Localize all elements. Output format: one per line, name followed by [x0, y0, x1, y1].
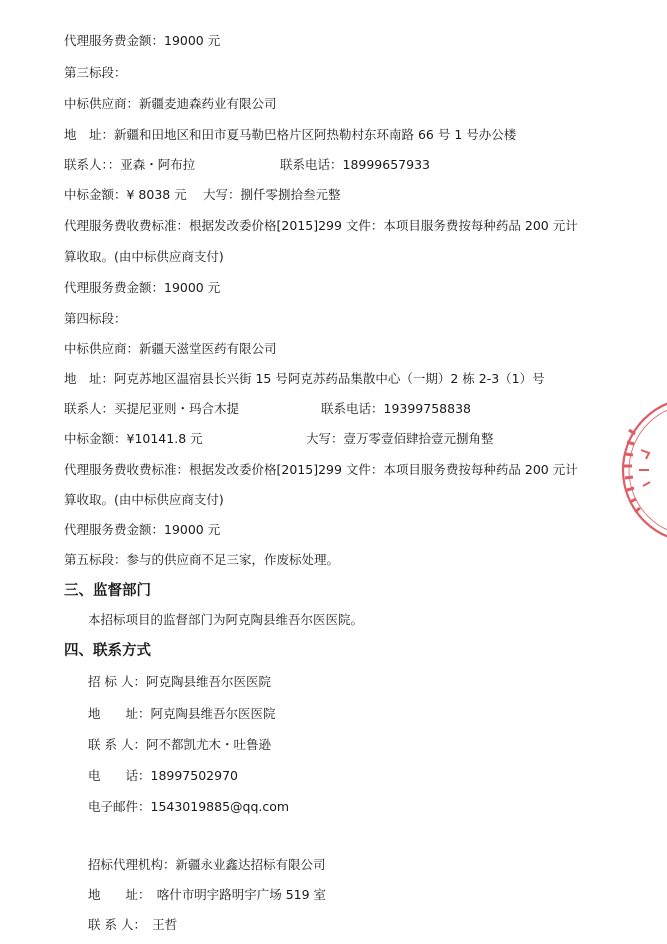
tenderer-phone: 电 话：18997502970	[88, 768, 238, 783]
lot4-contact-phone: 联系电话：19399758838	[321, 401, 471, 416]
lot4-bid-amount-upper: 大写：壹万零壹佰肆拾壹元捌角整	[306, 431, 494, 446]
lot4-contact-person: 联系人：买提尼亚则・玛合木提	[64, 401, 240, 416]
official-seal-stamp	[615, 390, 667, 560]
lot2-fee-amount: 代理服务费金额：19000 元	[64, 33, 221, 48]
lot4-title: 第四标段：	[64, 311, 127, 326]
lot4-fee-standard-line1: 代理服务费收费标准：根据发改委价格[2015]299 文件：本项目服务费按每种药品 200 元计	[64, 462, 578, 477]
agency-contact: 联 系 人： 王哲	[88, 917, 178, 932]
section4-heading: 四、联系方式	[64, 643, 151, 659]
lot4-fee-standard-line2: 算收取。(由中标供应商支付)	[64, 492, 224, 507]
lot4-supplier: 中标供应商：新疆天滋堂医药有限公司	[64, 341, 277, 356]
lot4-address: 地 址：阿克苏地区温宿县长兴街 15 号阿克苏药品集散中心（一期）2 栋 2-3（1）号	[64, 371, 545, 386]
lot5-note: 第五标段：参与的供应商不足三家，作废标处理。	[64, 552, 340, 567]
lot3-fee-standard-line2: 算收取。(由中标供应商支付)	[64, 249, 224, 264]
lot3-bid-amount-upper: 大写：捌仟零捌拾叁元整	[203, 187, 341, 202]
lot3-address: 地 址：新疆和田地区和田市夏马勒巴格片区阿热勒村东环南路 66 号 1 号办公楼	[64, 127, 517, 142]
lot3-bid-amount: 中标金额：¥ 8038 元	[64, 187, 187, 202]
lot3-fee-amount: 代理服务费金额：19000 元	[64, 280, 221, 295]
section3-heading: 三、监督部门	[64, 583, 151, 599]
lot4-bid-amount: 中标金额：¥10141.8 元	[64, 431, 203, 446]
lot3-title: 第三标段：	[64, 65, 127, 80]
tenderer-name: 招 标 人：阿克陶县维吾尔医医院	[88, 674, 271, 689]
lot3-supplier: 中标供应商：新疆麦迪森药业有限公司	[64, 96, 277, 111]
tenderer-email: 电子邮件：1543019885@qq.com	[88, 799, 290, 814]
lot3-contact-phone: 联系电话：18999657933	[280, 157, 430, 172]
section3-body: 本招标项目的监督部门为阿克陶县维吾尔医医院。	[88, 612, 364, 627]
agency-address: 地 址： 喀什市明宇路明宇广场 519 室	[88, 887, 327, 902]
lot4-fee-amount: 代理服务费金额：19000 元	[64, 522, 221, 537]
lot3-fee-standard-line1: 代理服务费收费标准：根据发改委价格[2015]299 文件：本项目服务费按每种药品 200 元计	[64, 218, 578, 233]
tenderer-contact: 联 系 人：阿不都凯尤木・吐鲁逊	[88, 737, 271, 752]
lot3-contact-person: 联系人：：亚森・阿布拉	[64, 157, 196, 172]
tenderer-address: 地 址：阿克陶县维吾尔医医院	[88, 706, 276, 721]
agency-name: 招标代理机构：新疆永业鑫达招标有限公司	[88, 857, 326, 872]
